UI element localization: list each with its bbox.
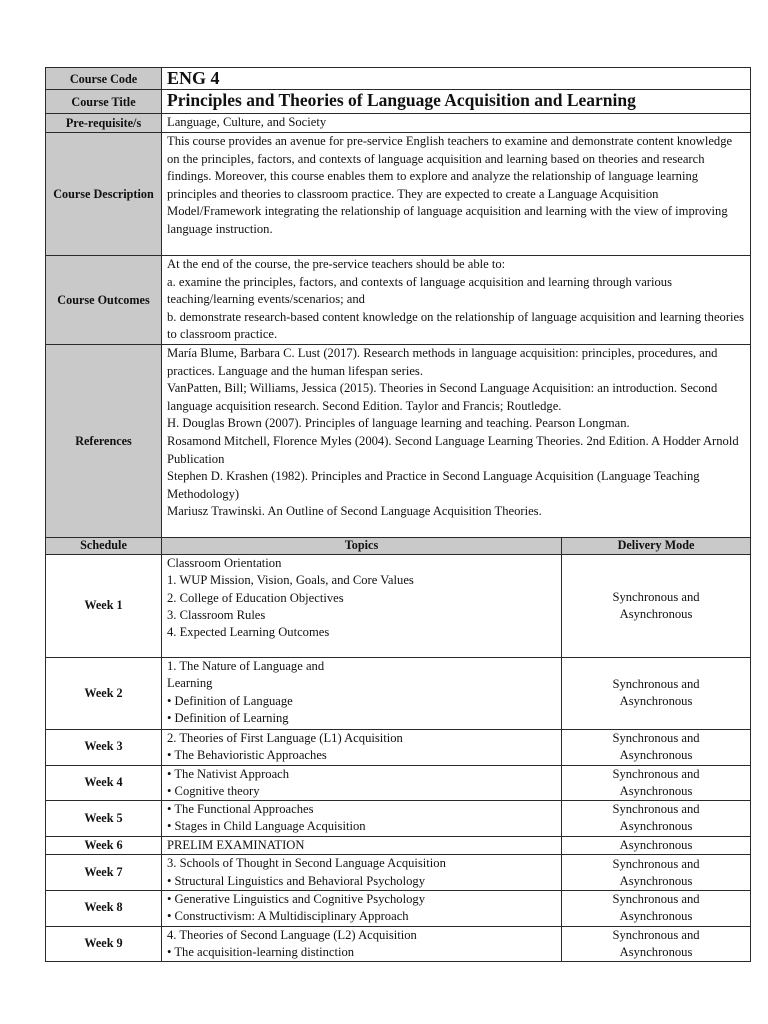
topic-line: 2. Theories of First Language (L1) Acquisition — [167, 730, 403, 745]
topic-line: 1. The Nature of Language and — [167, 658, 325, 673]
topics-cell — [162, 926, 562, 962]
delivery-mode-line: Asynchronous — [619, 694, 693, 709]
topics-cell — [162, 657, 562, 729]
delivery-mode-cell — [562, 657, 751, 729]
topic-line: 3. Schools of Thought in Second Language Acquisition — [167, 856, 446, 871]
course-code-row — [46, 68, 751, 90]
topic-line: • The acquisition-learning distinction — [167, 944, 355, 959]
delivery-mode-line: Asynchronous — [619, 783, 693, 798]
schedule-row — [46, 554, 751, 657]
course-title-row — [46, 90, 751, 114]
prereq-value: Language, Culture, and Society — [162, 114, 751, 133]
outcomes-value: At the end of the course, the pre-service teachers should be able to: a. examine the principles, factors, and contexts of language acquisition and learning through various teaching/learning events/scenarios; and b. demonstrate research-based content knowledge on the relationship of language acquisition and learning theories to classroom practice. — [162, 256, 751, 345]
topics-cell — [162, 801, 562, 837]
week-label: Week 5 — [46, 801, 162, 837]
schedule-header-row — [46, 537, 751, 554]
delivery-mode-cell — [562, 729, 751, 765]
schedule-row — [46, 926, 751, 962]
schedule-row — [46, 657, 751, 729]
week-label: Week 2 — [46, 657, 162, 729]
week-label: Week 4 — [46, 765, 162, 801]
schedule-row — [46, 855, 751, 891]
prereq-label: Pre-requisite/s — [46, 114, 162, 133]
topic-line: • The Nativist Approach — [167, 766, 290, 781]
topic-line: • Constructivism: A Multidisciplinary Approach — [167, 909, 409, 924]
delivery-mode-line: Synchronous and — [612, 731, 700, 746]
delivery-mode-line: Asynchronous — [619, 838, 693, 853]
topic-line: 4. Expected Learning Outcomes — [167, 625, 330, 640]
delivery-mode-line: Synchronous and — [612, 856, 700, 871]
schedule-row — [46, 890, 751, 926]
delivery-mode-line: Synchronous and — [612, 892, 700, 907]
topic-line: 3. Classroom Rules — [167, 607, 266, 622]
delivery-mode-line: Asynchronous — [619, 819, 693, 834]
outcomes-row — [46, 256, 751, 345]
week-label: Week 3 — [46, 729, 162, 765]
topics-header: Topics — [162, 537, 562, 554]
delivery-mode-line: Synchronous and — [612, 766, 700, 781]
week-label: Week 6 — [46, 836, 162, 855]
delivery-mode-cell — [562, 836, 751, 855]
delivery-mode-line: Synchronous and — [612, 589, 700, 604]
delivery-mode-line: Synchronous and — [612, 802, 700, 817]
schedule-header: Schedule — [46, 537, 162, 554]
references-label: References — [46, 344, 162, 537]
delivery-mode-line: Asynchronous — [619, 606, 693, 621]
delivery-mode-cell — [562, 890, 751, 926]
delivery-mode-line: Asynchronous — [619, 909, 693, 924]
syllabus-table — [45, 67, 751, 962]
delivery-mode-cell — [562, 926, 751, 962]
prereq-row — [46, 114, 751, 133]
topics-cell — [162, 729, 562, 765]
topics-cell — [162, 890, 562, 926]
delivery-mode-line: Synchronous and — [612, 677, 700, 692]
course-code-label: Course Code — [46, 68, 162, 90]
description-value: This course provides an avenue for pre-service English teachers to examine and demonstrate content knowledge on the principles, factors, and contexts of language acquisition and learning based on theories and research findings. Moreover, this course enables them to explore and analyze the relationship of language learning principles and theories to classroom practice. They are expected to create a Language Acquisition Model/Framework integrating the relationship of language acquisition and learning with the view of improving language instruction. — [162, 133, 751, 256]
delivery-mode-cell — [562, 855, 751, 891]
topic-line: PRELIM EXAMINATION — [167, 837, 305, 852]
topic-line: • Cognitive theory — [167, 783, 260, 798]
description-row — [46, 133, 751, 256]
week-label: Week 9 — [46, 926, 162, 962]
topic-line: • The Behavioristic Approaches — [167, 748, 327, 763]
topic-line: Classroom Orientation — [167, 555, 282, 570]
delivery-mode-line: Asynchronous — [619, 944, 693, 959]
references-row — [46, 344, 751, 537]
topic-line: • Stages in Child Language Acquisition — [167, 819, 366, 834]
topic-line: 1. WUP Mission, Vision, Goals, and Core Values — [167, 573, 414, 588]
week-label: Week 1 — [46, 554, 162, 657]
week-label: Week 8 — [46, 890, 162, 926]
schedule-row — [46, 836, 751, 855]
topics-cell — [162, 855, 562, 891]
delivery-mode-line: Asynchronous — [619, 873, 693, 888]
topic-line: 4. Theories of Second Language (L2) Acquisition — [167, 927, 417, 942]
topic-line: • The Functional Approaches — [167, 802, 314, 817]
delivery-mode-cell — [562, 765, 751, 801]
topic-line: • Definition of Learning — [167, 710, 289, 725]
topics-cell — [162, 836, 562, 855]
topics-cell — [162, 554, 562, 657]
topic-line: Learning — [167, 676, 213, 691]
outcomes-label: Course Outcomes — [46, 256, 162, 345]
delivery-mode-cell — [562, 554, 751, 657]
references-value: María Blume, Barbara C. Lust (2017). Research methods in language acquisition: principles, procedures, and practices. Language and the human lifespan series. VanPatten, Bill; Williams, Jessica (2015). Theories in Second Language Acquisition: an introduction. Second language acquisition research. Second Edition. Taylor and Francis; Routledge. H. Douglas Brown (2007). Principles of language learning and teaching. Pearson Longman. Rosamond Mitchell, Florence Myles (2004). Second Language Learning Theories. 2nd Edition. A Hodder Arnold Publication Stephen D. Krashen (1982). Principles and Practice in Second Language Acquisition (Language Teaching Methodology) Mariusz Trawinski. An Outline of Second Language Acquisition Theories. — [162, 344, 751, 537]
course-title-value: Principles and Theories of Language Acquisition and Learning — [162, 90, 751, 114]
topic-line: • Definition of Language — [167, 693, 293, 708]
course-code-value: ENG 4 — [162, 68, 751, 90]
description-label: Course Description — [46, 133, 162, 256]
topic-line: • Structural Linguistics and Behavioral Psychology — [167, 873, 425, 888]
schedule-row — [46, 729, 751, 765]
delivery-mode-line: Synchronous and — [612, 927, 700, 942]
topic-line: • Generative Linguistics and Cognitive Psychology — [167, 891, 425, 906]
delivery-mode-line: Asynchronous — [619, 748, 693, 763]
delivery-mode-cell — [562, 801, 751, 837]
schedule-row — [46, 801, 751, 837]
topic-line: 2. College of Education Objectives — [167, 590, 344, 605]
topics-cell — [162, 765, 562, 801]
week-label: Week 7 — [46, 855, 162, 891]
schedule-row — [46, 765, 751, 801]
course-title-label: Course Title — [46, 90, 162, 114]
delivery-mode-header: Delivery Mode — [562, 537, 751, 554]
